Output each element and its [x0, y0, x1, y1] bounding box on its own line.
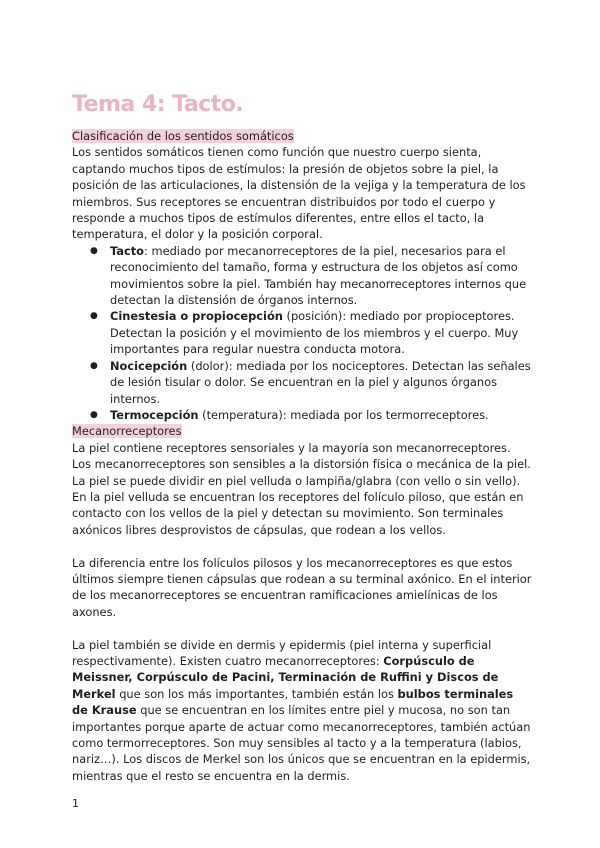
list-item: [110, 243, 532, 309]
page-number: 1: [72, 797, 79, 810]
paragraph-2: La diferencia entre los folículos pilosos y los mecanorreceptores es que estos últimos siempre tienen cápsulas que rodean a su terminal axónico. En el interior de los mecanorreceptores se encuentran ramificaciones amielínicas de los axones.: [72, 555, 532, 619]
list-item-text: : mediado por mecanorreceptores de la piel, necesarios para el reconocimiento del tamaño, forma y estructura de los objetos así como movimientos sobre la piel. También hay mecanorreceptores internos que detectan la distensión de órganos internos.: [110, 243, 527, 308]
paragraph-3-text: que son los más importantes, también están los: [115, 686, 398, 701]
section-heading-mecanorreceptores: Mecanorreceptores: [72, 424, 182, 439]
paragraph-intro: Los sentidos somáticos tienen como función que nuestro cuerpo sienta, captando muchos tipos de estímulos: la presión de objetos sobre la piel, la posición de las articulaciones, la distensión de la vejiga y la temperatura de los miembros. Sus receptores se encuentran distribuidos por todo el cuerpo y responde a muchos tipos de estímulos diferentes, entre ellos el tacto, la temperatura, el dolor y la posición corporal.: [72, 145, 526, 242]
list-item-text: (posición): mediado por propioceptores. Detectan la posición y el movimiento de los miembros y el cuerpo. Muy importantes para regular nuestra conducta motora.: [110, 309, 519, 357]
paragraph-3-bold-receptors: Corpúsculo de Meissner, Corpúsculo de Pacini, Terminación de Ruffini y Discos de Merkel: [72, 653, 499, 701]
list-item-term: Termocepción: [110, 407, 199, 422]
page-title: Tema 4: Tacto.: [72, 92, 244, 117]
list-item-term: Nocicepción: [110, 358, 188, 373]
list-item: [110, 358, 532, 407]
list-item: [110, 407, 532, 423]
paragraph-3: [72, 637, 532, 785]
list-item-text: (temperatura): mediada por los termorreceptores.: [198, 407, 489, 422]
list-item-text: (dolor): mediada por los nociceptores. Detectan las señales de lesión tisular o dolor. Se encuentran en la piel y algunos órganos internos.: [110, 358, 531, 406]
document-body: [72, 128, 532, 784]
senses-list: [72, 243, 532, 423]
paragraph-3-bold-krause: bulbos terminales de Krause: [72, 686, 514, 718]
list-item-term: Cinestesia o propiocepción: [110, 309, 283, 324]
paragraph-1: La piel contiene receptores sensoriales y la mayoría son mecanorreceptores. Los mecanorreceptores son sensibles a la distorsión física o mecánica de la piel. La piel se puede dividir en piel velluda o lampiña/glabra (con vello o sin vello). En la piel velluda se encuentran los receptores del folículo piloso, que están en contacto con los vellos de la piel y detectan su movimiento. Son terminales axónicos libres desprovistos de cápsulas, que rodean a los vellos.: [72, 440, 531, 537]
paragraph-3-text: que se encuentran en los límites entre piel y mucosa, no son tan importantes porque aparte de actuar como mecanorreceptores, también actúan como termorreceptores. Son muy sensibles al tacto y a la temperatura (labios, nariz…). Los discos de Merkel son los únicos que se encuentran en la epidermis, mientras que el resto se encuentra en la dermis.: [72, 703, 531, 783]
list-item: [110, 308, 532, 357]
section-heading-clasificacion: Clasificación de los sentidos somáticos: [72, 129, 294, 143]
paragraph-3-text: La piel también se divide en dermis y epidermis (piel interna y superficial respectivamente). Existen cuatro mecanorreceptores:: [72, 637, 492, 668]
list-item-term: Tacto: [110, 243, 145, 258]
